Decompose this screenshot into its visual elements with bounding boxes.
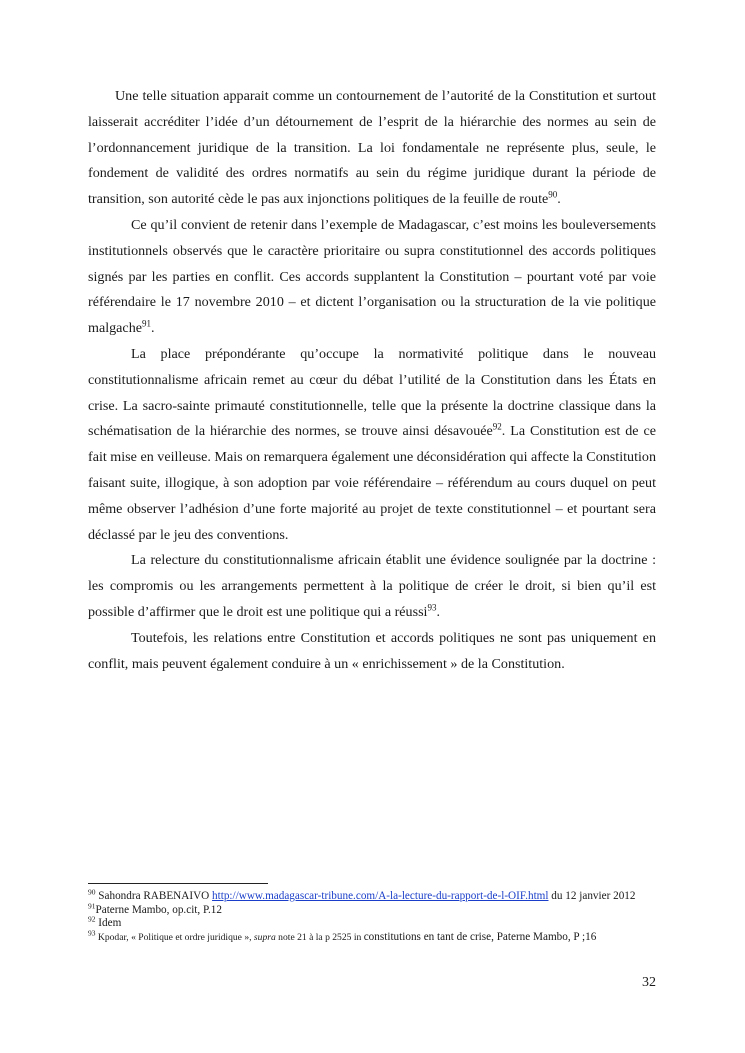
- paragraph-2-end: .: [151, 320, 155, 337]
- footnote-text: Idem: [95, 917, 122, 930]
- paragraph-4-end: .: [436, 603, 441, 620]
- footnote-ref-92[interactable]: 92: [492, 421, 502, 432]
- footnote-91: [88, 900, 656, 918]
- paragraph-4: [88, 548, 656, 625]
- footnote-90: [88, 887, 656, 904]
- page-number: 32: [642, 975, 656, 990]
- footnote-link[interactable]: http://www.madagascar-tribune.com/A-la-lecture-du-rapport-de-l-OIF.html: [212, 890, 549, 902]
- footnote-number: 92: [88, 914, 96, 924]
- paragraph-4-text: La relecture du constitutionnalisme africain établit une évidence soulignée par la doctrine : les compromis ou les arrangements permettent à la politique de créer le droit, si bien qu’il est possible d’affirmer que le droit est une politique qui a réussi: [88, 552, 656, 620]
- footnotes: [88, 887, 656, 944]
- footnote-author: Sahondra RABENAIVO: [95, 890, 213, 902]
- paragraph-3: [88, 342, 656, 548]
- footnote-text-italic: supra: [253, 931, 276, 943]
- paragraph-3-end: . La Constitution est de ce fait mise en veilleuse. Mais on remarquera également une déconsidération qui affecte la Constitution faisant suite, illogique, à son adoption par voie référendaire – référendum au cours duquel on peut même observer l’adhésion d’une forte majorité au projet de texte constitutionnel – et pourtant sera déclassé par le jeu des conventions.: [88, 423, 656, 543]
- paragraph-2: [88, 213, 656, 342]
- paragraph-1-text: Une telle situation apparait comme un contournement de l’autorité de la Constitution et surtout laisserait accréditer l’idée d’un détournement de l’esprit de la hiérarchie des normes au sein de l’ordonnancement juridique de la transition. La loi fondamentale ne représente plus, seule, le fondement de validité des ordres normatifs au sein du régime juridique durant la période de transition, son autorité cède le pas aux injonctions politiques de la feuille de route: [88, 88, 656, 208]
- paragraph-1-end: .: [557, 191, 561, 208]
- footnote-93: [88, 928, 656, 945]
- footnote-date: du 12 janvier 2012: [548, 890, 636, 902]
- paragraph-1: [88, 84, 656, 213]
- paragraph-5: [88, 626, 656, 678]
- footnote-separator: [88, 883, 268, 884]
- footnote-text: Paterne Mambo, op.cit, P.12: [95, 903, 222, 916]
- footnote-text-small-2: note 21 à la p 2525 in: [275, 931, 364, 943]
- footnote-number: 93: [88, 928, 96, 938]
- paragraph-5-text: Toutefois, les relations entre Constitution et accords politiques ne sont pas uniquement en conflit, mais peuvent également conduire à un « enrichissement » de la Constitution.: [88, 629, 656, 672]
- footnote-number: 91: [88, 900, 96, 910]
- footnote-92: [88, 914, 656, 931]
- footnote-text: constitutions en tant de crise, Paterne Mambo, P ;16: [363, 930, 597, 943]
- paragraph-2-text: Ce qu’il convient de retenir dans l’exemple de Madagascar, c’est moins les bouleversements institutionnels observés que le caractère prioritaire ou supra constitutionnel des accords politiques signés par les parties en conflit. Ces accords supplantent la Constitution – pourtant voté par voie référendaire le 17 novembre 2010 – et dictent l’organisation ou la structuration de la vie politique malgache: [88, 216, 656, 337]
- footnote-text-small: Kpodar, « Politique et ordre juridique »,: [95, 931, 254, 943]
- footnote-ref-90[interactable]: 90: [548, 189, 558, 200]
- paragraph-3-text: La place prépondérante qu’occupe la normativité politique dans le nouveau constitutionnalisme africain remet au cœur du débat l’utilité de la Constitution dans les États en crise. La sacro-sainte primauté constitutionnelle, telle que la présente la doctrine classique dans la schématisation de la hiérarchie des normes, se trouve ainsi désavouée: [88, 345, 656, 440]
- body-text: [88, 84, 656, 677]
- footnote-ref-91[interactable]: 91: [142, 318, 151, 329]
- footnote-number: 90: [88, 887, 96, 897]
- footnote-ref-93[interactable]: 93: [427, 602, 437, 613]
